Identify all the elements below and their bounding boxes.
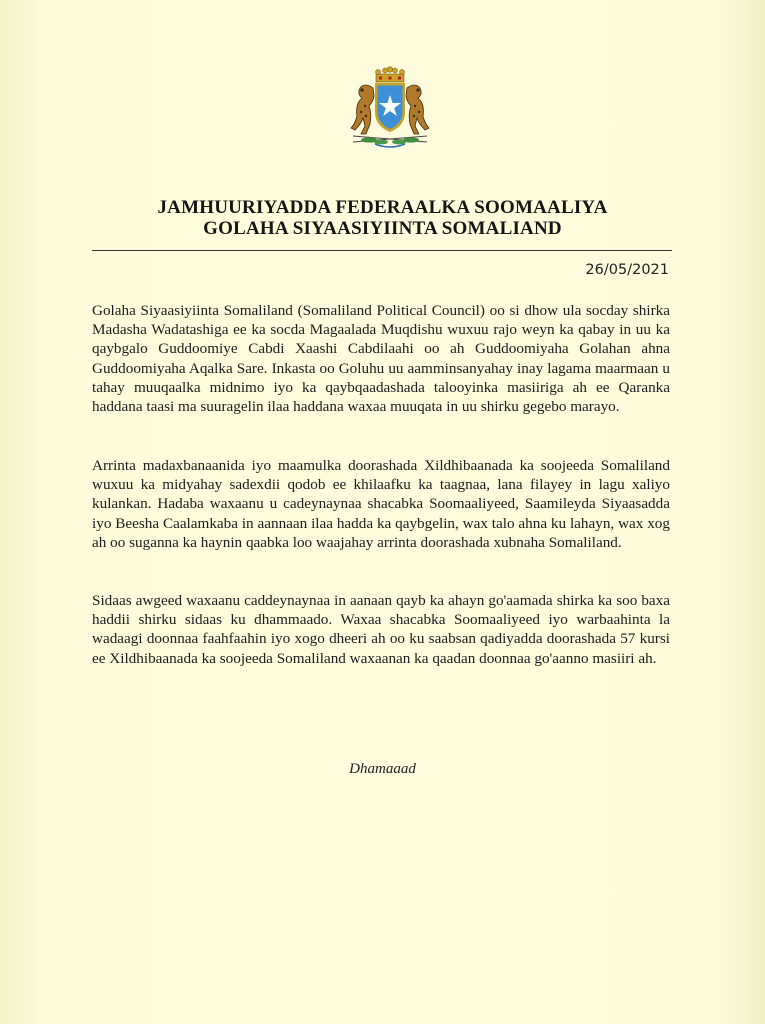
crown-icon: [376, 67, 405, 82]
spears-and-leaves-icon: [353, 136, 427, 147]
coat-of-arms-emblem: [335, 66, 445, 156]
header-divider: [92, 250, 672, 251]
shield-icon: [375, 83, 405, 132]
closing-word: Dhamaaad: [349, 761, 416, 777]
paragraph-2: Arrinta madaxbanaanida iyo maamulka doorashada Xildhibaanada ka soojeeda Somaliland wuxuu ka midyahay sadexdii qodob ee khilaafku ka taagnaa, lana filayey in lagu xaliyo kulankan. Hadaba waxaanu u cadeynaynaa shacabka Soomaaliyeed, Saamileyda Siyaasadda iyo Beesha Caalamkaba in aannaan ilaa hadda ka qaybgelin, wax talo ahna ku lahayn, wax xog ah oo suganna ka haynin qaabka loo waajahay arrinta doorashada xubnaha Somaliland.: [92, 457, 670, 551]
right-leopard-icon: [406, 85, 429, 134]
header-line-1: JAMHUURIYADDA FEDERAALKA SOOMAALIYA: [157, 197, 608, 218]
document-date: 26/05/2021: [585, 262, 669, 278]
left-leopard-icon: [351, 85, 374, 134]
header-line-2: GOLAHA SIYAASIYIINTA SOMALIAND: [203, 218, 562, 239]
paragraph-3: Sidaas awgeed waxaanu caddeynaynaa in aanaan qayb ka ahayn go'aamada shirka ka soo baxa haddii shirku sidaas ku dhammaado. Waxaa shacabka Soomaaliyeed iyo warbaahinta la wadaagi doonnaa faahfaahin iyo xogo dheeri ah oo ku saabsan qadiyadda doorashada 57 kursi ee Xildhibaanada ka soojeeda Somaliland waxaanan ka qaadan doonnaa go'aanno masiiri ah.: [92, 592, 670, 667]
paragraph-1: Golaha Siyaasiyiinta Somaliland (Somaliland Political Council) oo si dhow ula socday shirka Madasha Wadatashiga ee ka socda Magaalada Muqdishu wuxuu rajo weyn ka qabay in uu ka qaybgalo Guddoomiye Cabdi Xaashi Cabdilaahi oo ah Guddoomiyaha Golahan ahna Guddoomiyaha Aqalka Sare. Inkasta oo Goluhu uu aamminsanyahay inay lagama maarmaan u tahay muuqaalka midnimo iyo ka qaybqaadashada talooyinka masiiriga ah ee Qaranka haddana taasi ma suuragelin ilaa haddana waxaa muuqata in uu shirku gegebo marayo.: [92, 302, 670, 416]
